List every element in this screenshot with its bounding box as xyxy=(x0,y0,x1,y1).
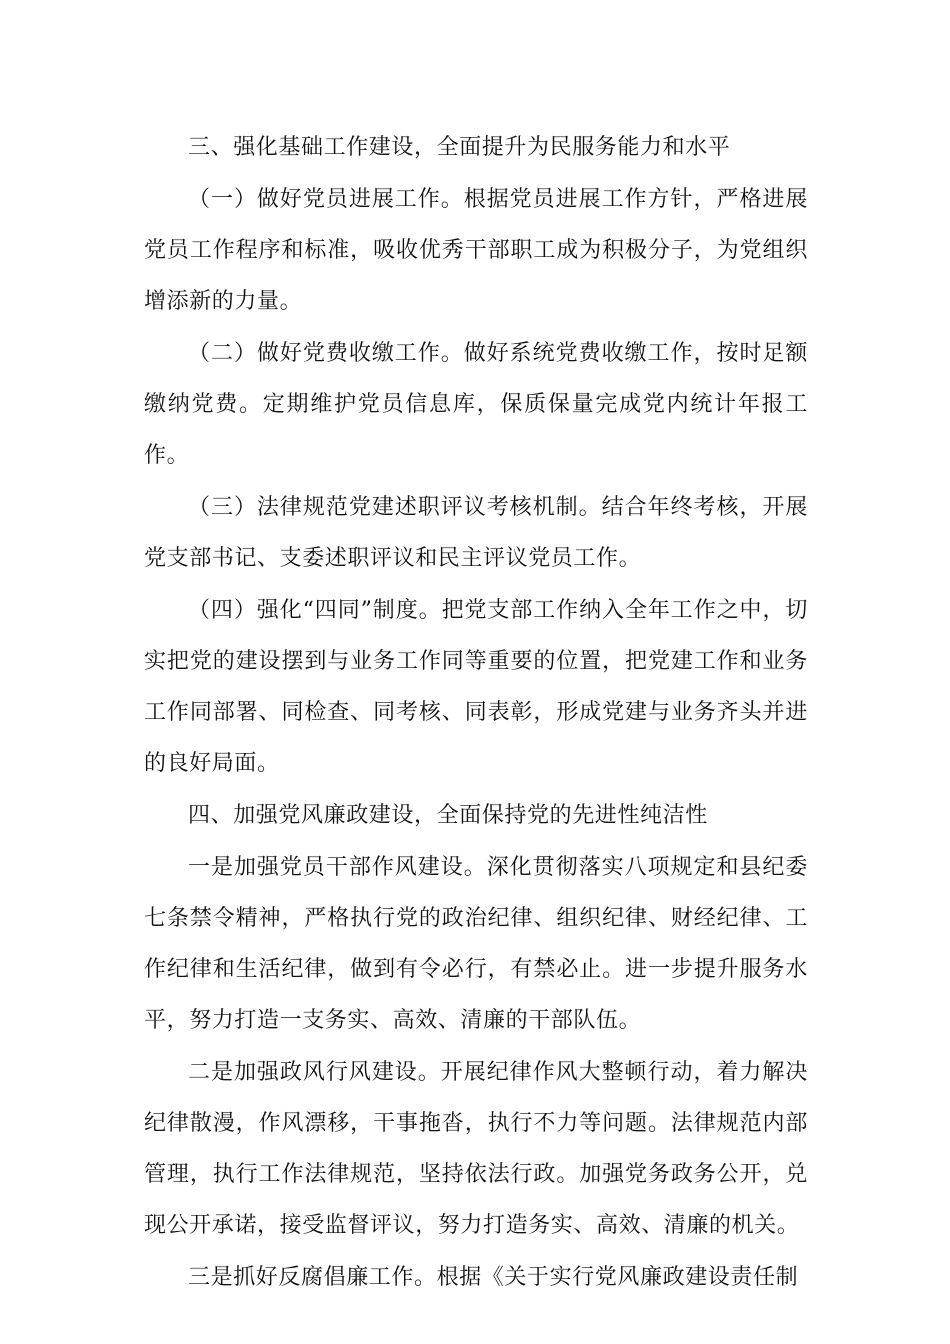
paragraph-4: （四）强化“四同”制度。把党支部工作纳入全年工作之中，切实把党的建设摆到与业务工作同等重要的位置，把党建工作和业务工作同部署、同检查、同考核、同表彰，形成党建与业务齐头并进的良好局面。 xyxy=(144,598,808,776)
section-heading-4: 四、加强党风廉政建设，全面保持党的先进性纯洁性 xyxy=(188,803,708,828)
document-body xyxy=(144,122,808,1304)
paragraph-1: （一）做好党员进展工作。根据党员进展工作方针，严格进展党员工作程序和标准，吸收优秀干部职工成为积极分子，为党组织增添新的力量。 xyxy=(144,187,808,314)
paragraph-2: （二）做好党费收缴工作。做好系统党费收缴工作，按时足额缴纳党费。定期维护党员信息库，保质保量完成党内统计年报工作。 xyxy=(144,341,808,468)
section-heading-3: 三、强化基础工作建设，全面提升为民服务能力和水平 xyxy=(188,135,731,160)
paragraph-7: 三是抓好反腐倡廉工作。根据《关于实行党风廉政建设责任制 xyxy=(188,1265,799,1290)
paragraph-3: （三）法律规范党建述职评议考核机制。结合年终考核，开展党支部书记、支委述职评议和民主评议党员工作。 xyxy=(144,495,808,571)
paragraph-6: 二是加强政风行风建设。开展纪律作风大整顿行动，着力解决纪律散漫，作风漂移，干事拖沓，执行不力等问题。法律规范内部管理，执行工作法律规范，坚持依法行政。加强党务政务公开，兑现公开承诺，接受监督评议，努力打造务实、高效、清廉的机关。 xyxy=(144,1060,808,1238)
paragraph-5: 一是加强党员干部作风建设。深化贯彻落实八项规定和县纪委七条禁令精神，严格执行党的政治纪律、组织纪律、财经纪律、工作纪律和生活纪律，做到有令必行，有禁必止。进一步提升服务水平，努力打造一支务实、高效、清廉的干部队伍。 xyxy=(144,855,808,1033)
